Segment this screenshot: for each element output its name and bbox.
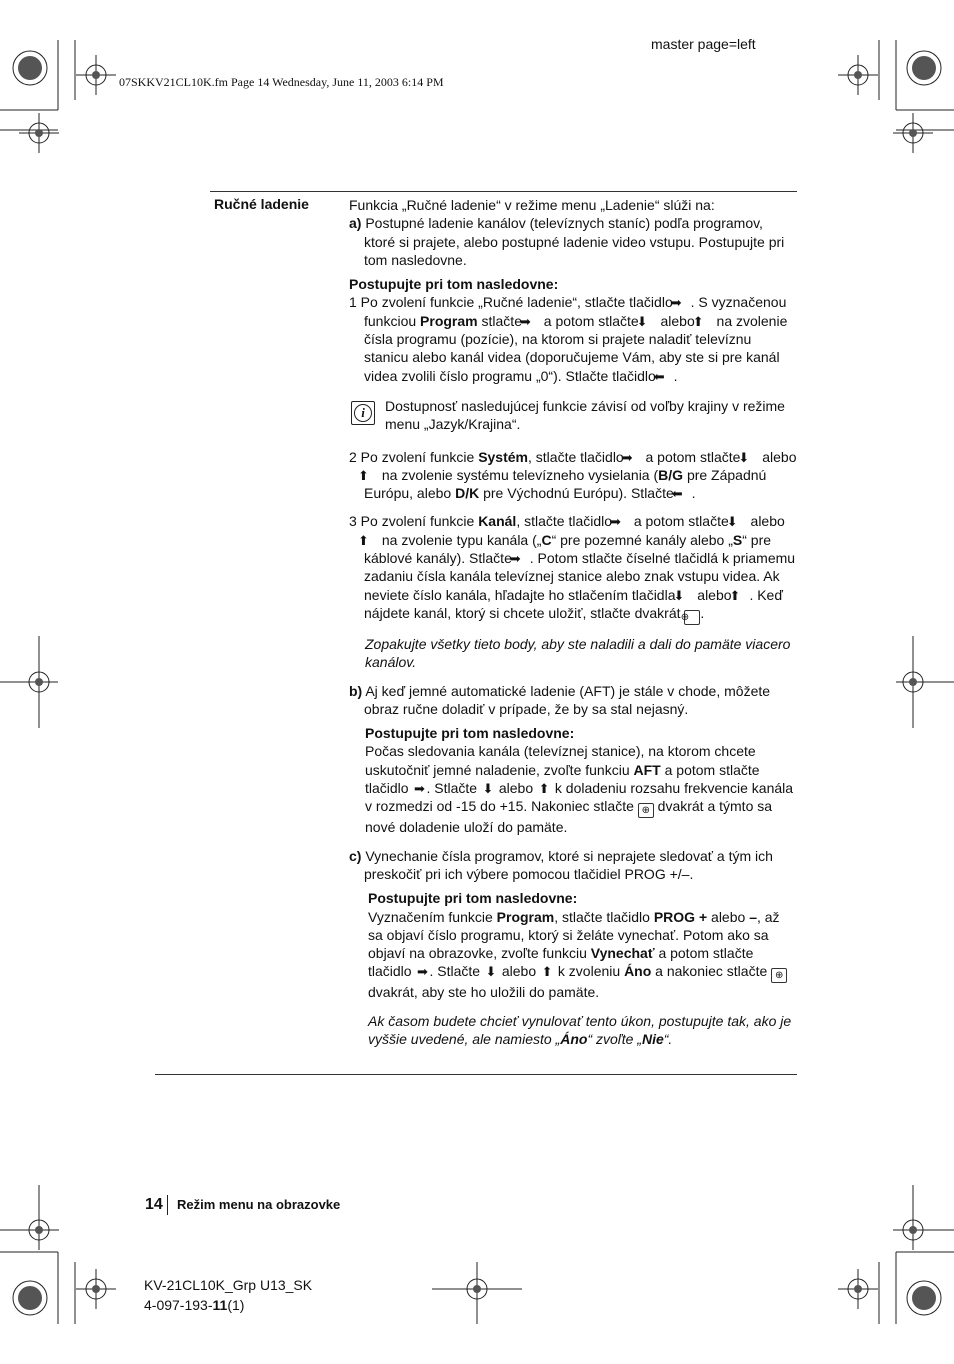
up-arrow-icon: ⬆ [538,781,550,797]
table-top-rule [210,191,797,192]
down-arrow-icon: ⬇ [636,313,648,329]
ok-button-icon: ⊕ [638,803,654,818]
reset-note: Ak časom budete chcieť vynulovať tento úkon, postupujte tak, ako je vyššie uvedené, ale namiesto „Áno“ zvoľte „Nie“. [368,1012,792,1047]
table-bottom-rule [155,1074,797,1075]
item-b: b) Aj keď jemné automatické ladenie (AFT) je stále v chode, môžete obraz ručne doladiť v prípade, že by sa stal nejasný. [349,682,771,717]
footer-divider [167,1195,168,1215]
model-info [144,1275,312,1315]
right-arrow-icon: ➡ [414,781,425,797]
right-arrow-icon: ➡ [519,313,531,329]
right-arrow-icon: ➡ [509,551,521,567]
ok-button-icon: ⊕ [684,610,700,625]
down-arrow-icon: ⬇ [726,514,738,530]
down-arrow-icon: ⬇ [738,449,750,465]
item-b-procedure: Počas sledovania kanála (televíznej stanice), na ktorom chcete uskutočniť jemné naladenie, zvoľte funkciu AFT a potom stlačte tlačidlo ➡ . Stlačte ⬇ alebo ⬆ k doladeniu rozsahu frekvencie kanála v rozmedzi od -15 do +15. Nakoniec stlačte ⊕ dvakrát a týmto sa nové doladenie uloží do pamäte. [365,743,794,836]
heading-procedure-3: Postupujte pri tom nasledovne: [368,890,578,907]
ok-button-icon: ⊕ [771,968,787,983]
section-label: Ručné ladenie [214,196,309,212]
section-content [349,196,797,1048]
left-arrow-icon: ⬅ [671,486,683,502]
repeat-note: Zopakujte všetky tieto body, aby ste naladili a dali do pamäte viacero kanálov. [365,635,791,671]
right-arrow-icon: ➡ [417,964,428,980]
up-arrow-icon: ⬆ [358,532,369,548]
item-c-procedure: Vyznačením funkcie Program, stlačte tlačidlo PROG + alebo –, až sa objaví číslo programu, ktorý si želáte vynechať. Potom ako sa objaví na obrazovke, zvoľte funkciu Vynechať a potom stlačte tlačidlo ➡ . Stlačte ⬇ alebo ⬆ k zvoleniu Áno a nakoniec stlačte ⊕ dvakrát, aby ste ho uložili do pamäte. [349,908,797,1002]
right-arrow-icon: ➡ [670,295,682,311]
master-page-label: master page=left [651,36,756,52]
info-note: i Dostupnosť nasledujúcej funkcie závisí od voľby krajiny v režime menu „Jazyk/Krajina“. [349,397,797,434]
item-c: c) Vynechanie čísla programov, ktoré si neprajete sledovať a tým ich preskočiť pri ich výbere pomocou tlačidiel PROG +/–. [349,847,773,882]
heading-procedure-2: Postupujte pri tom nasledovne: [365,725,575,742]
file-info-line: 07SKKV21CL10K.fm Page 14 Wednesday, June 11, 2003 6:14 PM [119,75,444,89]
down-arrow-icon: ⬇ [482,781,494,797]
right-arrow-icon: ➡ [621,449,633,465]
up-arrow-icon: ⬆ [541,964,553,980]
down-arrow-icon: ⬇ [485,964,497,980]
model-name: KV-21CL10K_Grp U13_SK [144,1277,313,1293]
page-number: 14 [145,1196,163,1213]
info-icon: i [351,401,375,425]
left-arrow-icon: ⬅ [653,368,665,384]
right-arrow-icon: ➡ [609,514,621,530]
part-code: 4-097-193-11(1) [144,1297,245,1313]
up-arrow-icon: ⬆ [729,587,741,603]
intro-text: Funkcia „Ručné ladenie“ v režime menu „Ladenie“ slúži na: [349,197,715,213]
up-arrow-icon: ⬆ [692,313,704,329]
step-3: 3 Po zvolení funkcie Kanál, stlačte tlačidlo ➡ a potom stlačte ⬇ alebo ⬆ na zvolenie typu kanála („C“ pre pozemné kanály alebo „S“ pre káblové kanály). Stlačte ➡ . Potom stlačte číselné tlačidlá k priamemu zadaniu čísla kanála televíznej stanice alebo znak vstupu videa. Ak neviete číslo kanála, hľadajte ho stlačením tlačidla ⬇ alebo ⬆ . Keď nájdete kanál, ktorý si chcete uložiť, stlačte dvakrát ⊕ . [349,513,796,623]
down-arrow-icon: ⬇ [673,587,685,603]
footer-section-title: Režim menu na obrazovke [177,1197,341,1212]
item-a: a) Postupné ladenie kanálov (televíznych staníc) podľa programov, ktoré si prajete, alebo postupné ladenie video vstupu. Postupujte pri tom nasledovne. [349,215,785,268]
heading-procedure-1: Postupujte pri tom nasledovne: [349,276,559,293]
step-1: 1 Po zvolení funkcie „Ručné ladenie“, stlačte tlačidlo ➡ . S vyznačenou funkciou Program stlačte ➡ a potom stlačte ⬇ alebo ⬆ na zvolenie čísla programu (pozície), na ktorom si prajete naladiť televíznu stanicu alebo kanál videa (doporučujeme Vám, aby ste si pre kanál videa zvolili číslo programu „0“). Stlačte tlačidlo ⬅ . [349,294,788,384]
up-arrow-icon: ⬆ [358,467,369,483]
step-2: 2 Po zvolení funkcie Systém, stlačte tlačidlo ➡ a potom stlačte ⬇ alebo ⬆ na zvolenie systému televízneho vysielania (B/G pre Západnú Európu, alebo D/K pre Východnú Európu). Stlačte ⬅ . [349,448,797,502]
